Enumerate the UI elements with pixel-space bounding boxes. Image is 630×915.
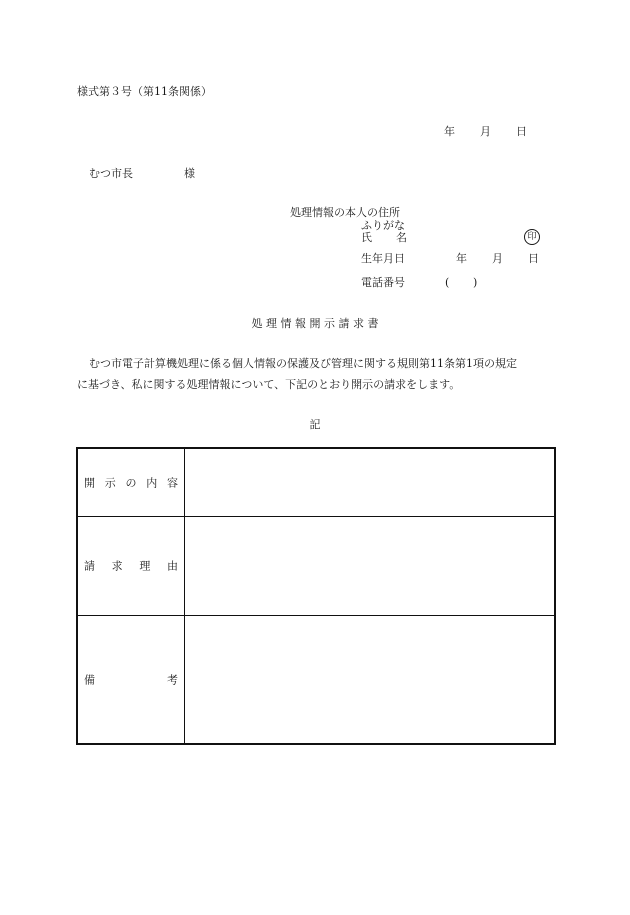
table-row-disclosure-content [78, 449, 554, 517]
phone-open-paren: ( [445, 276, 450, 289]
label-char: の [125, 476, 137, 489]
request-reason-field[interactable] [185, 517, 554, 615]
applicant-name-label-2: 名 [396, 231, 407, 244]
row-label-disclosure-content [84, 477, 178, 488]
remarks-field[interactable] [185, 616, 554, 743]
row-label-cell [78, 449, 185, 516]
disclosure-content-field[interactable] [185, 449, 554, 516]
label-char: 開 [84, 476, 95, 489]
birth-year-label: 年 [456, 252, 467, 265]
row-label-cell [78, 517, 185, 615]
table-row-request-reason [78, 517, 554, 616]
date-day-label: 日 [516, 125, 527, 138]
ki-heading: 記 [309, 418, 321, 431]
row-label-remarks [84, 674, 178, 685]
label-char: 示 [104, 476, 116, 489]
label-char: 備 [84, 673, 95, 686]
request-table [76, 447, 556, 745]
label-char: 請 [84, 559, 95, 573]
applicant-name-label-1: 氏 [361, 231, 372, 244]
body-text-line-1: むつ市電子計算機処理に係る個人情報の保護及び管理に関する規則第11条第1項の規定 [89, 357, 517, 370]
date-month-label: 月 [480, 125, 491, 138]
label-char: 考 [167, 673, 178, 686]
row-label-request-reason [84, 561, 178, 572]
phone-close-paren: ) [473, 276, 478, 289]
birthdate-label: 生年月日 [361, 252, 405, 265]
applicant-address-label: 処理情報の本人の住所 [290, 206, 400, 219]
row-label-cell [78, 616, 185, 743]
birth-day-label: 日 [528, 252, 539, 265]
phone-label: 電話番号 [361, 276, 405, 289]
seal-mark-icon: 印 [524, 229, 540, 245]
table-row-remarks [78, 616, 554, 743]
form-number: 様式第３号（第11条関係） [77, 85, 212, 98]
applicant-furigana-label: ふりがな [361, 219, 405, 232]
date-year-label: 年 [444, 125, 455, 138]
label-char: 求 [111, 559, 123, 573]
label-char: 由 [166, 559, 178, 573]
document-title: 処 理 情 報 開 示 請 求 書 [251, 317, 379, 330]
label-char: 理 [139, 559, 151, 573]
label-char: 容 [167, 476, 178, 489]
body-text-line-2: に基づき、私に関する処理情報について、下記のとおり開示の請求をします。 [77, 378, 461, 391]
addressee-honorific: 様 [184, 167, 195, 180]
label-char: 内 [146, 476, 158, 489]
addressee-name: むつ市長 [89, 167, 133, 180]
birth-month-label: 月 [492, 252, 503, 265]
